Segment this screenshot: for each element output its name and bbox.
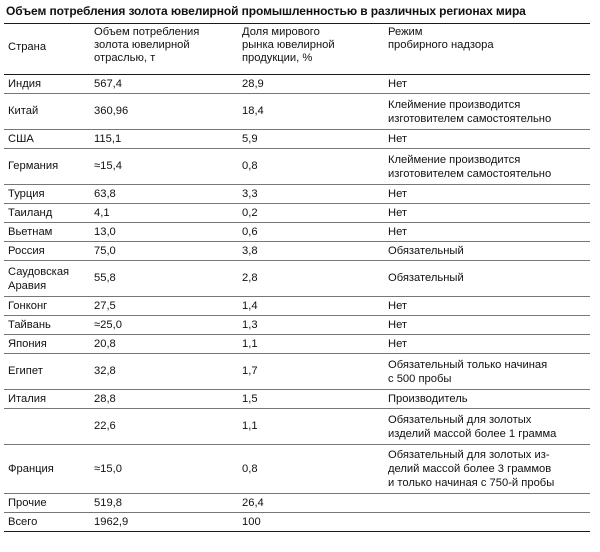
cell-mode: Нет bbox=[384, 75, 590, 94]
table-row bbox=[4, 390, 590, 409]
cell-country: Тайвань bbox=[4, 316, 90, 335]
cell-country: Франция bbox=[4, 445, 90, 494]
cell-share: 0,6 bbox=[238, 223, 384, 242]
cell-mode: Нет bbox=[384, 316, 590, 335]
cell-country: Россия bbox=[4, 242, 90, 261]
cell-volume: 63,8 bbox=[90, 185, 238, 204]
cell-volume: 567,4 bbox=[90, 75, 238, 94]
cell-mode: Нет bbox=[384, 223, 590, 242]
cell-mode: Производитель bbox=[384, 390, 590, 409]
cell-country: Гонконг bbox=[4, 297, 90, 316]
table-row bbox=[4, 513, 590, 532]
cell-share: 28,9 bbox=[238, 75, 384, 94]
header-mode: Режим пробирного надзора bbox=[384, 24, 590, 75]
cell-country: Египет bbox=[4, 354, 90, 390]
cell-share: 0,2 bbox=[238, 204, 384, 223]
cell-mode: Нет bbox=[384, 204, 590, 223]
cell-share: 0,8 bbox=[238, 149, 384, 185]
cell-country: Саудовская Аравия bbox=[4, 261, 90, 297]
cell-country: Индия bbox=[4, 75, 90, 94]
table-row bbox=[4, 354, 590, 390]
cell-country: Турция bbox=[4, 185, 90, 204]
cell-country: Таиланд bbox=[4, 204, 90, 223]
table-row bbox=[4, 445, 590, 494]
cell-mode: Обязательный для золотых изделий массой более 1 грамма bbox=[384, 409, 590, 445]
cell-share: 1,4 bbox=[238, 297, 384, 316]
cell-volume: 1962,9 bbox=[90, 513, 238, 532]
cell-share: 1,5 bbox=[238, 390, 384, 409]
cell-share: 1,1 bbox=[238, 409, 384, 445]
cell-share: 18,4 bbox=[238, 94, 384, 130]
cell-mode: Обязательный для золотых из- делий массой более 3 граммов и только начиная с 750-й пробы bbox=[384, 445, 590, 494]
table-row bbox=[4, 409, 590, 445]
cell-country: Вьетнам bbox=[4, 223, 90, 242]
table-row bbox=[4, 316, 590, 335]
header-volume: Объем потребления золота ювелирной отраслью, т bbox=[90, 24, 238, 75]
table-row bbox=[4, 335, 590, 354]
cell-volume: 519,8 bbox=[90, 494, 238, 513]
table-row bbox=[4, 494, 590, 513]
cell-country: Прочие bbox=[4, 494, 90, 513]
cell-volume: 20,8 bbox=[90, 335, 238, 354]
cell-volume: ≈25,0 bbox=[90, 316, 238, 335]
gold-consumption-table bbox=[4, 23, 590, 532]
cell-mode: Нет bbox=[384, 297, 590, 316]
cell-volume: ≈15,4 bbox=[90, 149, 238, 185]
cell-share: 5,9 bbox=[238, 130, 384, 149]
table-row bbox=[4, 261, 590, 297]
table-row bbox=[4, 242, 590, 261]
cell-country: США bbox=[4, 130, 90, 149]
cell-mode: Клеймение производится изготовителем самостоятельно bbox=[384, 149, 590, 185]
cell-volume: 360,96 bbox=[90, 94, 238, 130]
cell-mode: Обязательный только начиная с 500 пробы bbox=[384, 354, 590, 390]
cell-country: Италия bbox=[4, 390, 90, 409]
table-row bbox=[4, 149, 590, 185]
cell-volume: 27,5 bbox=[90, 297, 238, 316]
cell-share: 3,3 bbox=[238, 185, 384, 204]
cell-volume: 4,1 bbox=[90, 204, 238, 223]
table-row bbox=[4, 297, 590, 316]
cell-country: Китай bbox=[4, 94, 90, 130]
cell-volume: 22,6 bbox=[90, 409, 238, 445]
table-row bbox=[4, 204, 590, 223]
table-title: Объем потребления золота ювелирной промышленностью в различных регионах мира bbox=[6, 4, 526, 18]
table-row bbox=[4, 223, 590, 242]
cell-volume: 28,8 bbox=[90, 390, 238, 409]
cell-share: 2,8 bbox=[238, 261, 384, 297]
cell-mode: Нет bbox=[384, 185, 590, 204]
cell-mode bbox=[384, 513, 590, 532]
cell-share: 0,8 bbox=[238, 445, 384, 494]
cell-share: 3,8 bbox=[238, 242, 384, 261]
table-row bbox=[4, 75, 590, 94]
header-share: Доля мирового рынка ювелирной продукции, % bbox=[238, 24, 384, 75]
cell-volume: 13,0 bbox=[90, 223, 238, 242]
header-row bbox=[4, 24, 590, 75]
cell-country: Германия bbox=[4, 149, 90, 185]
cell-mode: Обязательный bbox=[384, 242, 590, 261]
cell-volume: 75,0 bbox=[90, 242, 238, 261]
cell-share: 1,1 bbox=[238, 335, 384, 354]
cell-share: 1,7 bbox=[238, 354, 384, 390]
cell-share: 26,4 bbox=[238, 494, 384, 513]
cell-volume: 115,1 bbox=[90, 130, 238, 149]
cell-volume: 32,8 bbox=[90, 354, 238, 390]
cell-mode bbox=[384, 494, 590, 513]
cell-share: 100 bbox=[238, 513, 384, 532]
table-row bbox=[4, 130, 590, 149]
cell-volume: ≈15,0 bbox=[90, 445, 238, 494]
cell-mode: Нет bbox=[384, 335, 590, 354]
cell-mode: Клеймение производится изготовителем самостоятельно bbox=[384, 94, 590, 130]
cell-volume: 55,8 bbox=[90, 261, 238, 297]
cell-country bbox=[4, 409, 90, 445]
header-country: Страна bbox=[4, 24, 90, 75]
cell-country: Всего bbox=[4, 513, 90, 532]
cell-share: 1,3 bbox=[238, 316, 384, 335]
cell-mode: Нет bbox=[384, 130, 590, 149]
cell-mode: Обязательный bbox=[384, 261, 590, 297]
cell-country: Япония bbox=[4, 335, 90, 354]
table-row bbox=[4, 94, 590, 130]
table-row bbox=[4, 185, 590, 204]
